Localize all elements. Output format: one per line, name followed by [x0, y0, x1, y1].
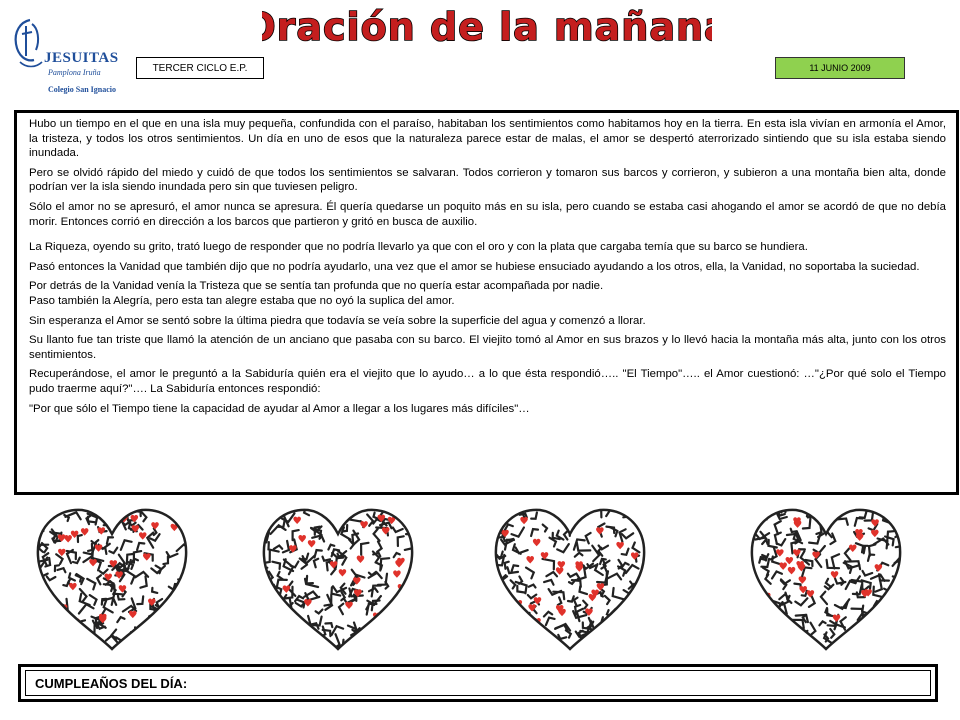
story-paragraph: Paso también la Alegría, pero esta tan alegre estaba que no oyó la suplica del amor. [29, 294, 455, 307]
logo-name: JESUITAS [44, 50, 119, 66]
story-paragraph: La Riqueza, oyendo su grito, trató luego de responder que no podría llevarlo ya que con el oro y con la plata que cargaba temía que su barco se hundiera. [29, 241, 808, 254]
school-logo [8, 12, 138, 92]
date-badge: 11 JUNIO 2009 [775, 57, 905, 79]
story-paragraph: Pasó entonces la Vanidad que también dijo que no podría ayudarlo, una vez que el amor se hubiese ensuciado ayudando a los otros, ella, la Vanidad, no soportaba la suciedad. [29, 260, 920, 273]
heart-doodle-icon [32, 504, 192, 654]
story-paragraph: Sin esperanza el Amor se sentó sobre la última piedra que todavía se veía sobre la superficie del agua y comenzó a llorar. [29, 314, 646, 327]
story-paragraph: Su llanto fue tan triste que llamó la atención de un anciano que pasaba con su barco. El viejito tomó al Amor en sus brazos y lo llevó hacia la montaña más alta, junto con los otros sentimientos. [29, 334, 946, 361]
story-paragraph: Sólo el amor no se apresuró, el amor nunca se apresura. Él quería quedarse un poquito más en su isla, pero cuando se estaba casi ahogando el amor se acordó de que no debía morir. Entonces corrió en dirección a los barcos que partieron y gritó en busca de auxilio. [29, 200, 946, 228]
heart-doodle-icon [258, 504, 418, 654]
logo-school: Colegio San Ignacio [48, 85, 117, 94]
story-paragraph: Recuperándose, el amor le preguntó a la Sabiduría quién era el viejito que lo ayudo… a lo que ésta respondió….. "El Tiempo"….. el Amor cuestionó: …"¿Por qué solo el Tiempo pudo traerme aquí?"…. La Sabiduría entonces respondió: [29, 368, 946, 395]
ihs-monogram-icon [10, 16, 50, 76]
story-paragraph: Por detrás de la Vanidad venía la Tristeza que se sentía tan profunda que no quería estar acompañada por nadie. [29, 280, 604, 293]
title-text: Oración de la mañana [262, 5, 712, 48]
birthday-box [18, 664, 938, 702]
logo-city: Pamplona Iruña [48, 68, 101, 77]
hearts-row [0, 500, 960, 660]
story-paragraph: Hubo un tiempo en el que en una isla muy pequeña, confundida con el paraíso, habitaban los sentimientos como habitamos hoy en la tierra. En esta isla vivían en armonía el Amor, la tristeza, y todos los otros sentimientos. Un día en uno de esos que la naturaleza parece estar de malas, el amor se despertó aterrorizado sintiendo que su isla estaba siendo inundada. [29, 118, 946, 160]
heart-doodle-icon [490, 504, 650, 654]
story-paragraph: "Por que sólo el Tiempo tiene la capacidad de ayudar al Amor a llegar a los lugares más difíciles"… [29, 402, 530, 415]
story-box [14, 110, 959, 495]
birthday-label: CUMPLEAÑOS DEL DÍA: [25, 670, 931, 696]
story-paragraph: Pero se olvidó rápido del miedo y cuidó de que todos los sentimientos se salvaran. Todos corrieron y tomaron sus barcos y corrieron, y subieron a una montaña bien alta, donde podrían ver la isla siendo inundada pero sin que tuviesen peligro. [29, 166, 946, 194]
heart-doodle-icon [746, 504, 906, 654]
course-tag: TERCER CICLO E.P. [136, 57, 264, 79]
page-title [262, 2, 712, 48]
